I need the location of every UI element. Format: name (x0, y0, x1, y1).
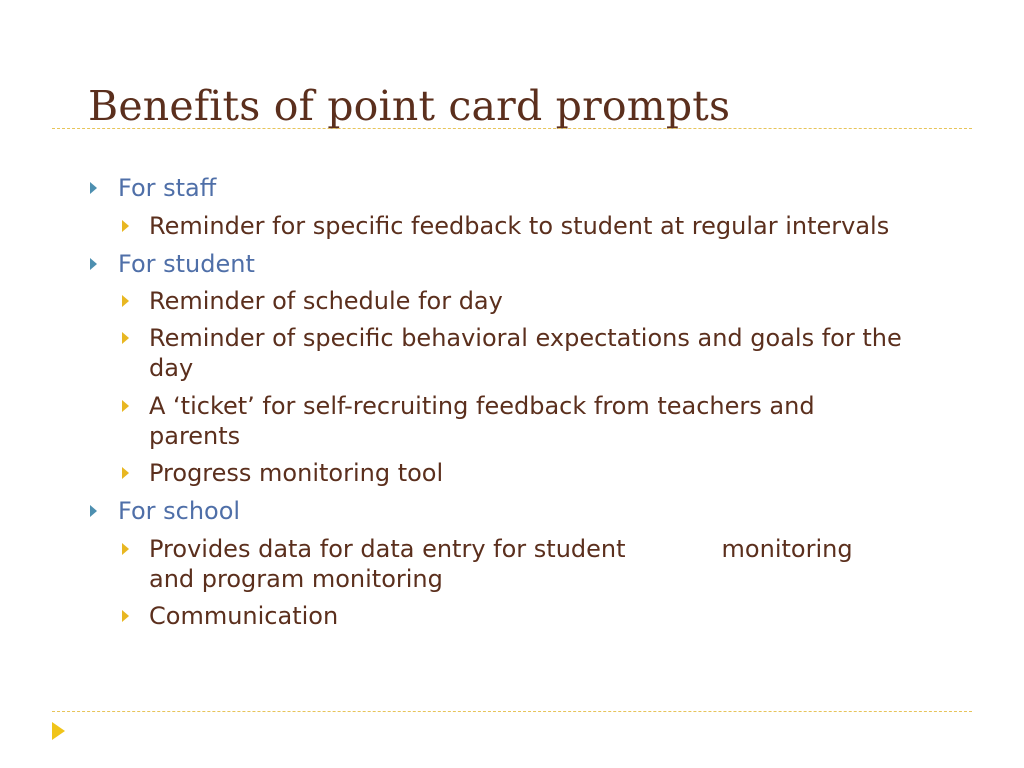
triangle-right-icon (52, 722, 65, 740)
bullet-for-school (118, 496, 240, 526)
sub-bullet-text: and program monitoring (149, 565, 443, 593)
sub-bullet-text: Provides data for data entry for student (149, 535, 626, 563)
sub-bullet-behavioral-expectations (149, 323, 902, 353)
bullet-for-student (118, 249, 255, 279)
sub-bullet-text: Reminder for specific feedback to student at regular intervals (149, 212, 890, 240)
triangle-right-icon (122, 400, 129, 412)
triangle-right-icon (90, 182, 97, 194)
sub-bullet-data-entry (149, 534, 853, 564)
sub-bullet-continuation (149, 564, 443, 594)
slide-title: Benefits of point card prompts (88, 82, 731, 130)
sub-bullet-schedule (149, 286, 503, 316)
sub-bullet-text: day (149, 354, 194, 382)
sub-bullet-text: Reminder of specific behavioral expectations and goals for the (149, 324, 902, 352)
triangle-right-icon (122, 543, 129, 555)
sub-bullet-text: monitoring (721, 535, 853, 563)
bullet-label: For school (118, 497, 241, 525)
triangle-right-icon (122, 467, 129, 479)
triangle-right-icon (90, 258, 97, 270)
sub-bullet-text: Communication (149, 602, 339, 630)
sub-bullet-ticket (149, 391, 815, 421)
sub-bullet-progress-monitoring (149, 458, 443, 488)
triangle-right-icon (122, 610, 129, 622)
footer-divider (52, 711, 972, 712)
sub-bullet-text: Reminder of schedule for day (149, 287, 503, 315)
bullet-label: For student (118, 250, 255, 278)
sub-bullet-text: A ‘ticket’ for self-recruiting feedback from teachers and (149, 392, 815, 420)
triangle-right-icon (122, 295, 129, 307)
sub-bullet-communication (149, 601, 338, 631)
bullet-for-staff (118, 173, 216, 203)
triangle-right-icon (122, 332, 129, 344)
sub-bullet-continuation (149, 421, 240, 451)
title-divider (52, 128, 972, 129)
triangle-right-icon (122, 220, 129, 232)
sub-bullet-continuation (149, 353, 193, 383)
bullet-label: For staff (118, 174, 217, 202)
sub-bullet-text: Progress monitoring tool (149, 459, 444, 487)
sub-bullet-specific-feedback (149, 211, 889, 241)
sub-bullet-text: parents (149, 422, 241, 450)
triangle-right-icon (90, 505, 97, 517)
